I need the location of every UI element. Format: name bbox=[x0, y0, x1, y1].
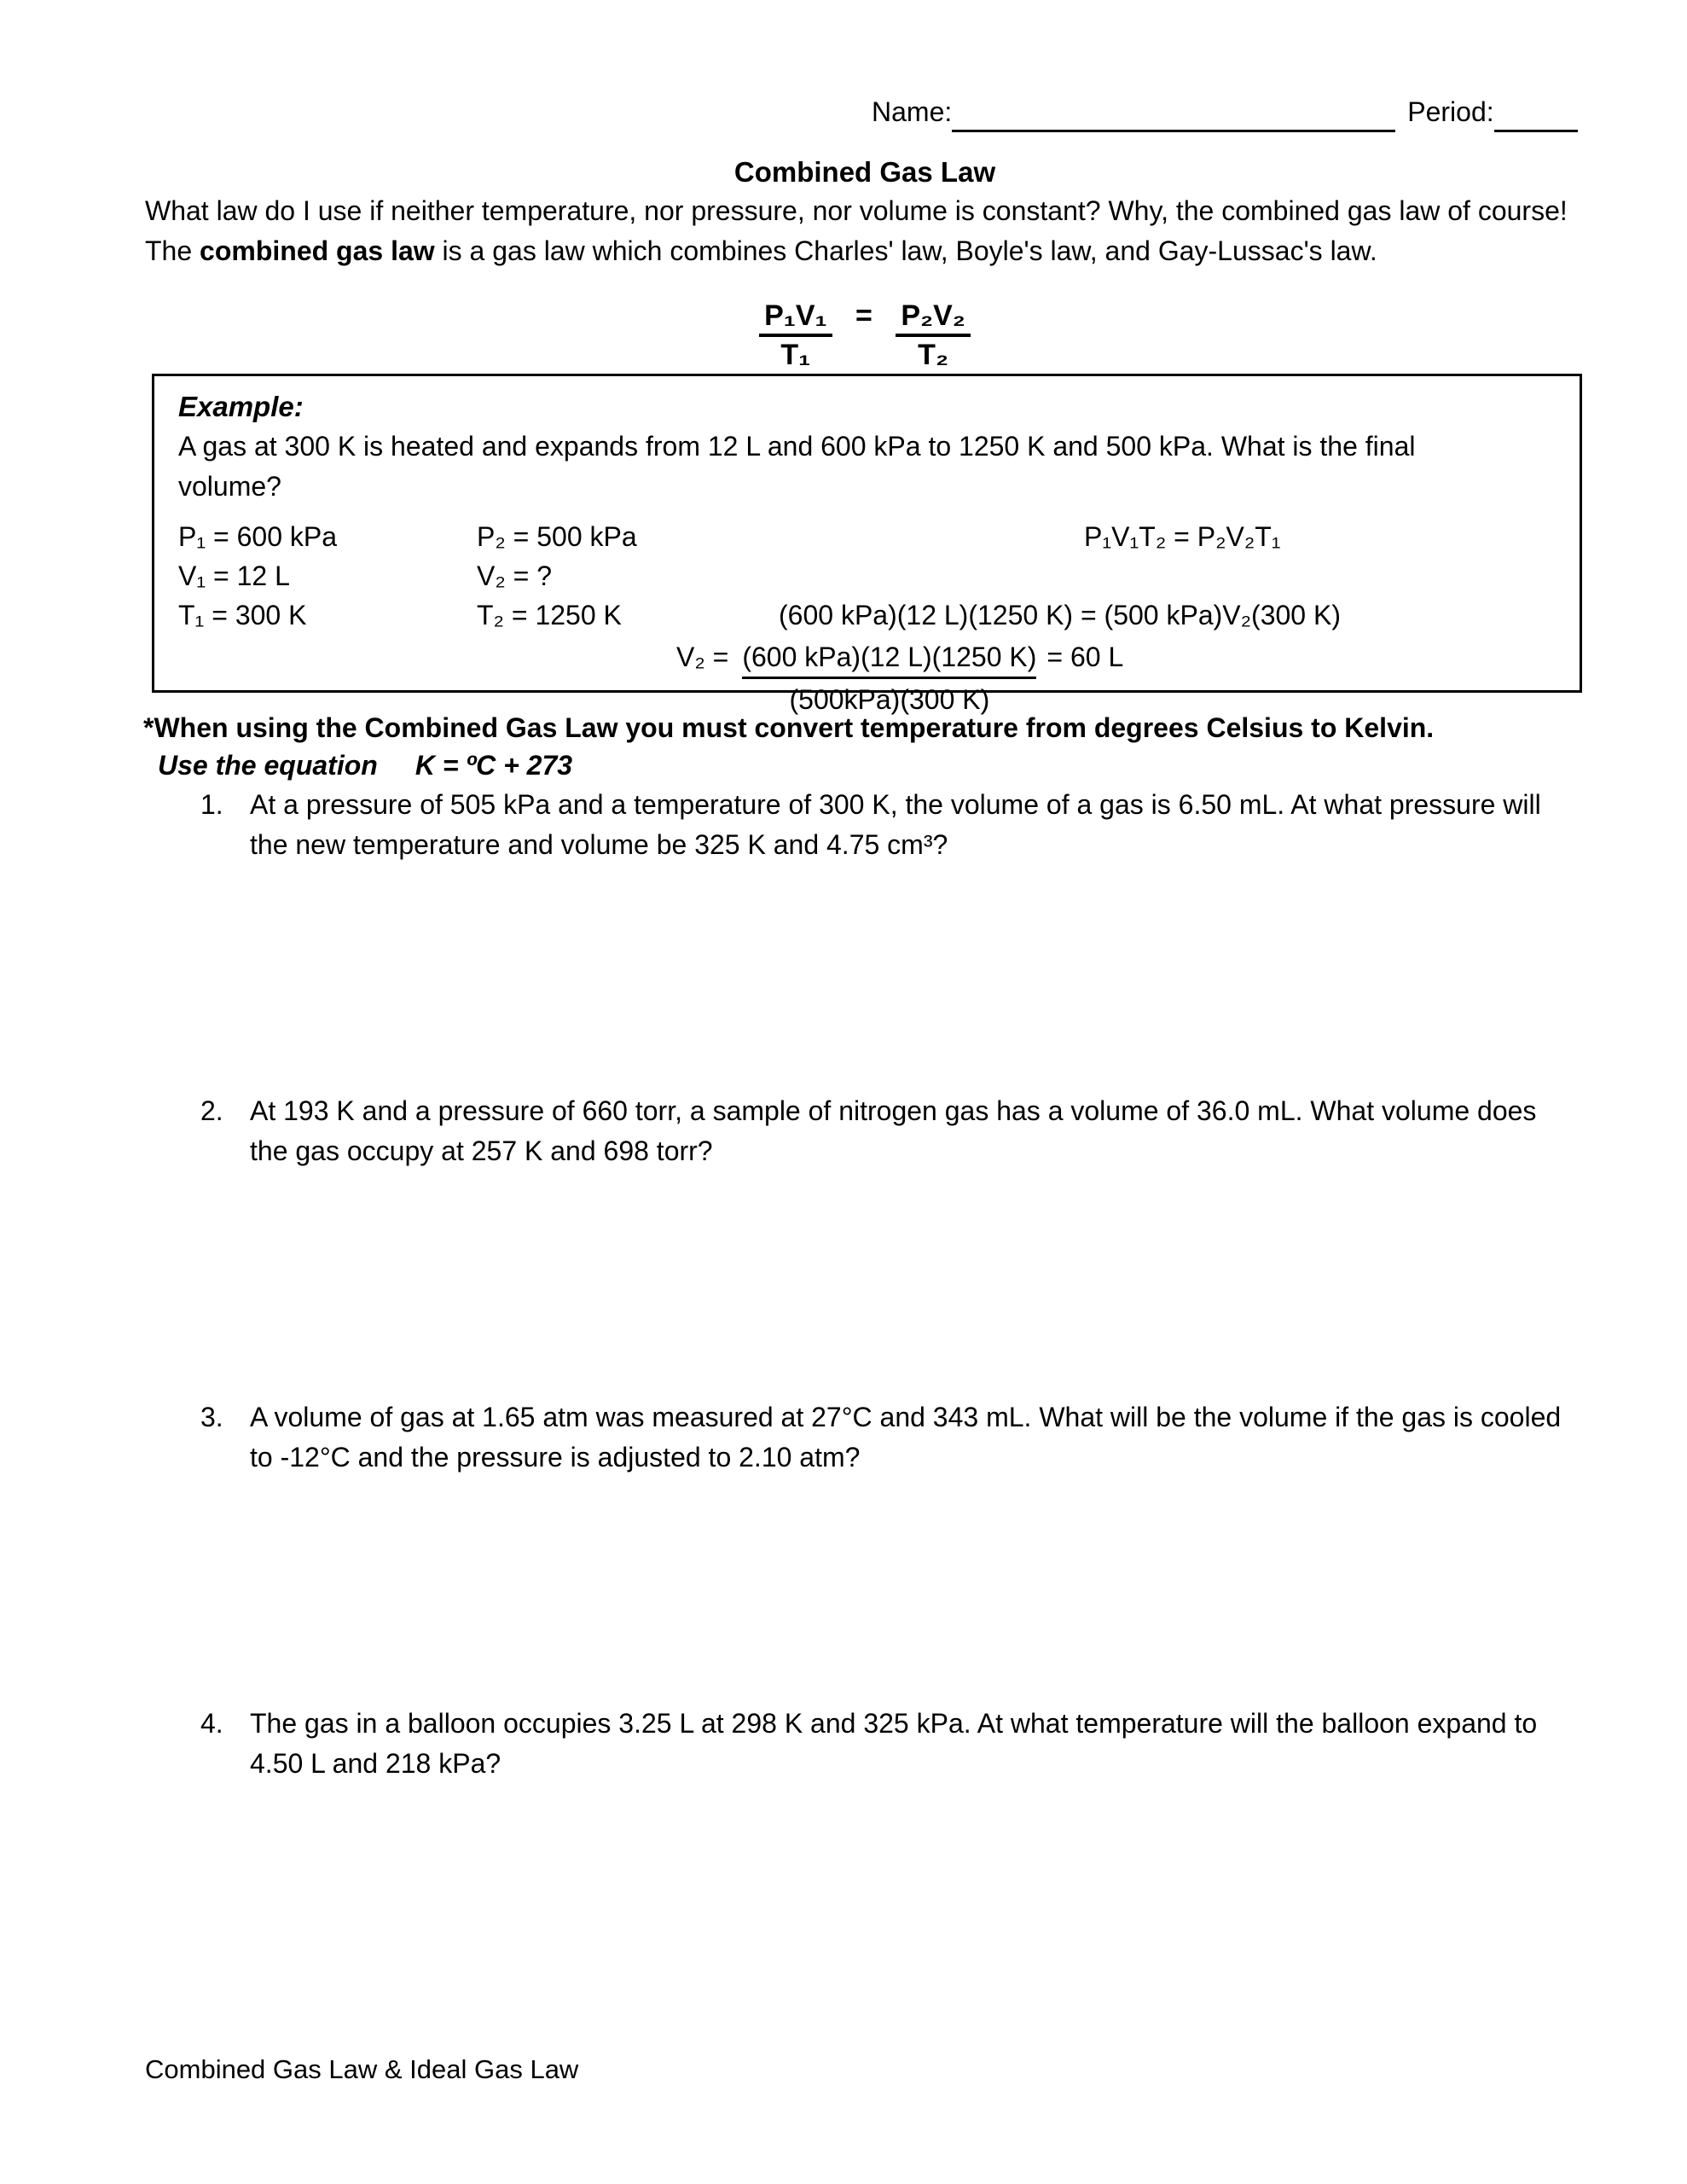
solution-lhs: V₂ = bbox=[676, 642, 729, 672]
equation-note-prefix: Use the equation bbox=[158, 750, 378, 781]
question-text: The gas in a balloon occupies 3.25 L at 298 K and 325 kPa. At what temperature will the balloon expand to 4.50 L and 218 kPa? bbox=[250, 1708, 1538, 1779]
given-t2: T₂ = 1250 K bbox=[477, 600, 622, 630]
example-substituted-equation: (600 kPa)(12 L)(1250 K) = (500 kPa)V₂(300 K) bbox=[779, 600, 1341, 630]
example-box bbox=[152, 374, 1582, 715]
question-list bbox=[200, 785, 1582, 2010]
formula-fraction-left bbox=[759, 300, 832, 370]
kelvin-conversion-note: *When using the Combined Gas Law you must convert temperature from degrees Celsius to Kelvin. bbox=[143, 712, 1435, 743]
intro-paragraph bbox=[145, 191, 1578, 271]
page-title: Combined Gas Law bbox=[733, 156, 996, 188]
question-number: 4. bbox=[200, 1708, 223, 1739]
example-label: Example: bbox=[178, 391, 304, 422]
example-problem-text: A gas at 300 K is heated and expands from 12 L and 600 kPa to 1250 K and 500 kPa. What is the final volume? bbox=[178, 431, 1416, 502]
intro-text-2: is a gas law which combines Charles' law, Boyle's law, and Gay-Lussac's law. bbox=[434, 235, 1377, 266]
formula-denominator-left: T₁ bbox=[780, 339, 811, 371]
example-givens bbox=[178, 517, 1562, 635]
question-item-4 bbox=[200, 1704, 1582, 1784]
intro-text-1: What law do I use if neither temperature, nor pressure, nor volume is constant? Why, the combined gas law of course! The bbox=[145, 195, 1568, 266]
given-equation-rearranged-cell bbox=[779, 517, 1562, 556]
question-number: 3. bbox=[200, 1402, 223, 1432]
question-number: 2. bbox=[200, 1095, 223, 1126]
question-text: At a pressure of 505 kPa and a temperature of 300 K, the volume of a gas is 6.50 mL. At what pressure will the new temperature and volume be 325 K and 4.75 cm³? bbox=[250, 789, 1541, 860]
solution-denominator: (500kPa)(300 K) bbox=[789, 684, 990, 715]
given-row-volume bbox=[178, 556, 1562, 595]
formula-equals-sign: = bbox=[855, 299, 872, 332]
gas-law-formula bbox=[145, 300, 1585, 370]
question-number: 1. bbox=[200, 789, 223, 820]
given-empty-cell bbox=[779, 556, 1562, 595]
kelvin-equation-note bbox=[158, 746, 572, 786]
formula-fraction-right bbox=[896, 300, 971, 370]
formula-numerator-right: P₂V₂ bbox=[896, 300, 971, 337]
question-item-3 bbox=[200, 1397, 1582, 1478]
given-row-temperature bbox=[178, 595, 1562, 635]
question-text: At 193 K and a pressure of 660 torr, a sample of nitrogen gas has a volume of 36.0 mL. What volume does the gas occupy at 257 K and 698 torr? bbox=[250, 1095, 1537, 1166]
given-v1: V₁ = 12 L bbox=[178, 561, 290, 591]
question-item-1 bbox=[200, 785, 1582, 865]
given-p2: P₂ = 500 kPa bbox=[477, 521, 637, 552]
question-item-2 bbox=[200, 1091, 1582, 1171]
given-row-pressure bbox=[178, 517, 1562, 556]
question-text: A volume of gas at 1.65 atm was measured at 27°C and 343 mL. What will be the volume if the gas is cooled to -12°C and the pressure is adjusted to 2.10 atm? bbox=[250, 1402, 1562, 1472]
given-p1: P₁ = 600 kPa bbox=[178, 521, 338, 552]
solution-numerator: (600 kPa)(12 L)(1250 K) bbox=[742, 638, 1036, 679]
solution-result: = 60 L bbox=[1046, 642, 1124, 672]
name-blank-line bbox=[952, 99, 1395, 132]
name-period-row bbox=[872, 92, 1603, 132]
name-label: Name: bbox=[872, 96, 953, 127]
intro-bold-term: combined gas law bbox=[200, 235, 435, 266]
footer-title: Combined Gas Law & Ideal Gas Law bbox=[145, 2054, 579, 2084]
given-v2: V₂ = ? bbox=[477, 561, 553, 591]
given-t1: T₁ = 300 K bbox=[178, 600, 307, 630]
kelvin-equation: K = ºC + 273 bbox=[415, 750, 573, 781]
formula-numerator-left: P₁V₁ bbox=[759, 300, 832, 337]
example-rearranged-equation: P₁V₁T₂ = P₂V₂T₁ bbox=[1084, 521, 1281, 552]
formula-denominator-right: T₂ bbox=[918, 339, 949, 371]
solution-fraction bbox=[742, 638, 1036, 718]
period-label: Period: bbox=[1407, 96, 1494, 127]
example-solution-line bbox=[676, 638, 1562, 718]
period-blank-line bbox=[1494, 99, 1578, 132]
